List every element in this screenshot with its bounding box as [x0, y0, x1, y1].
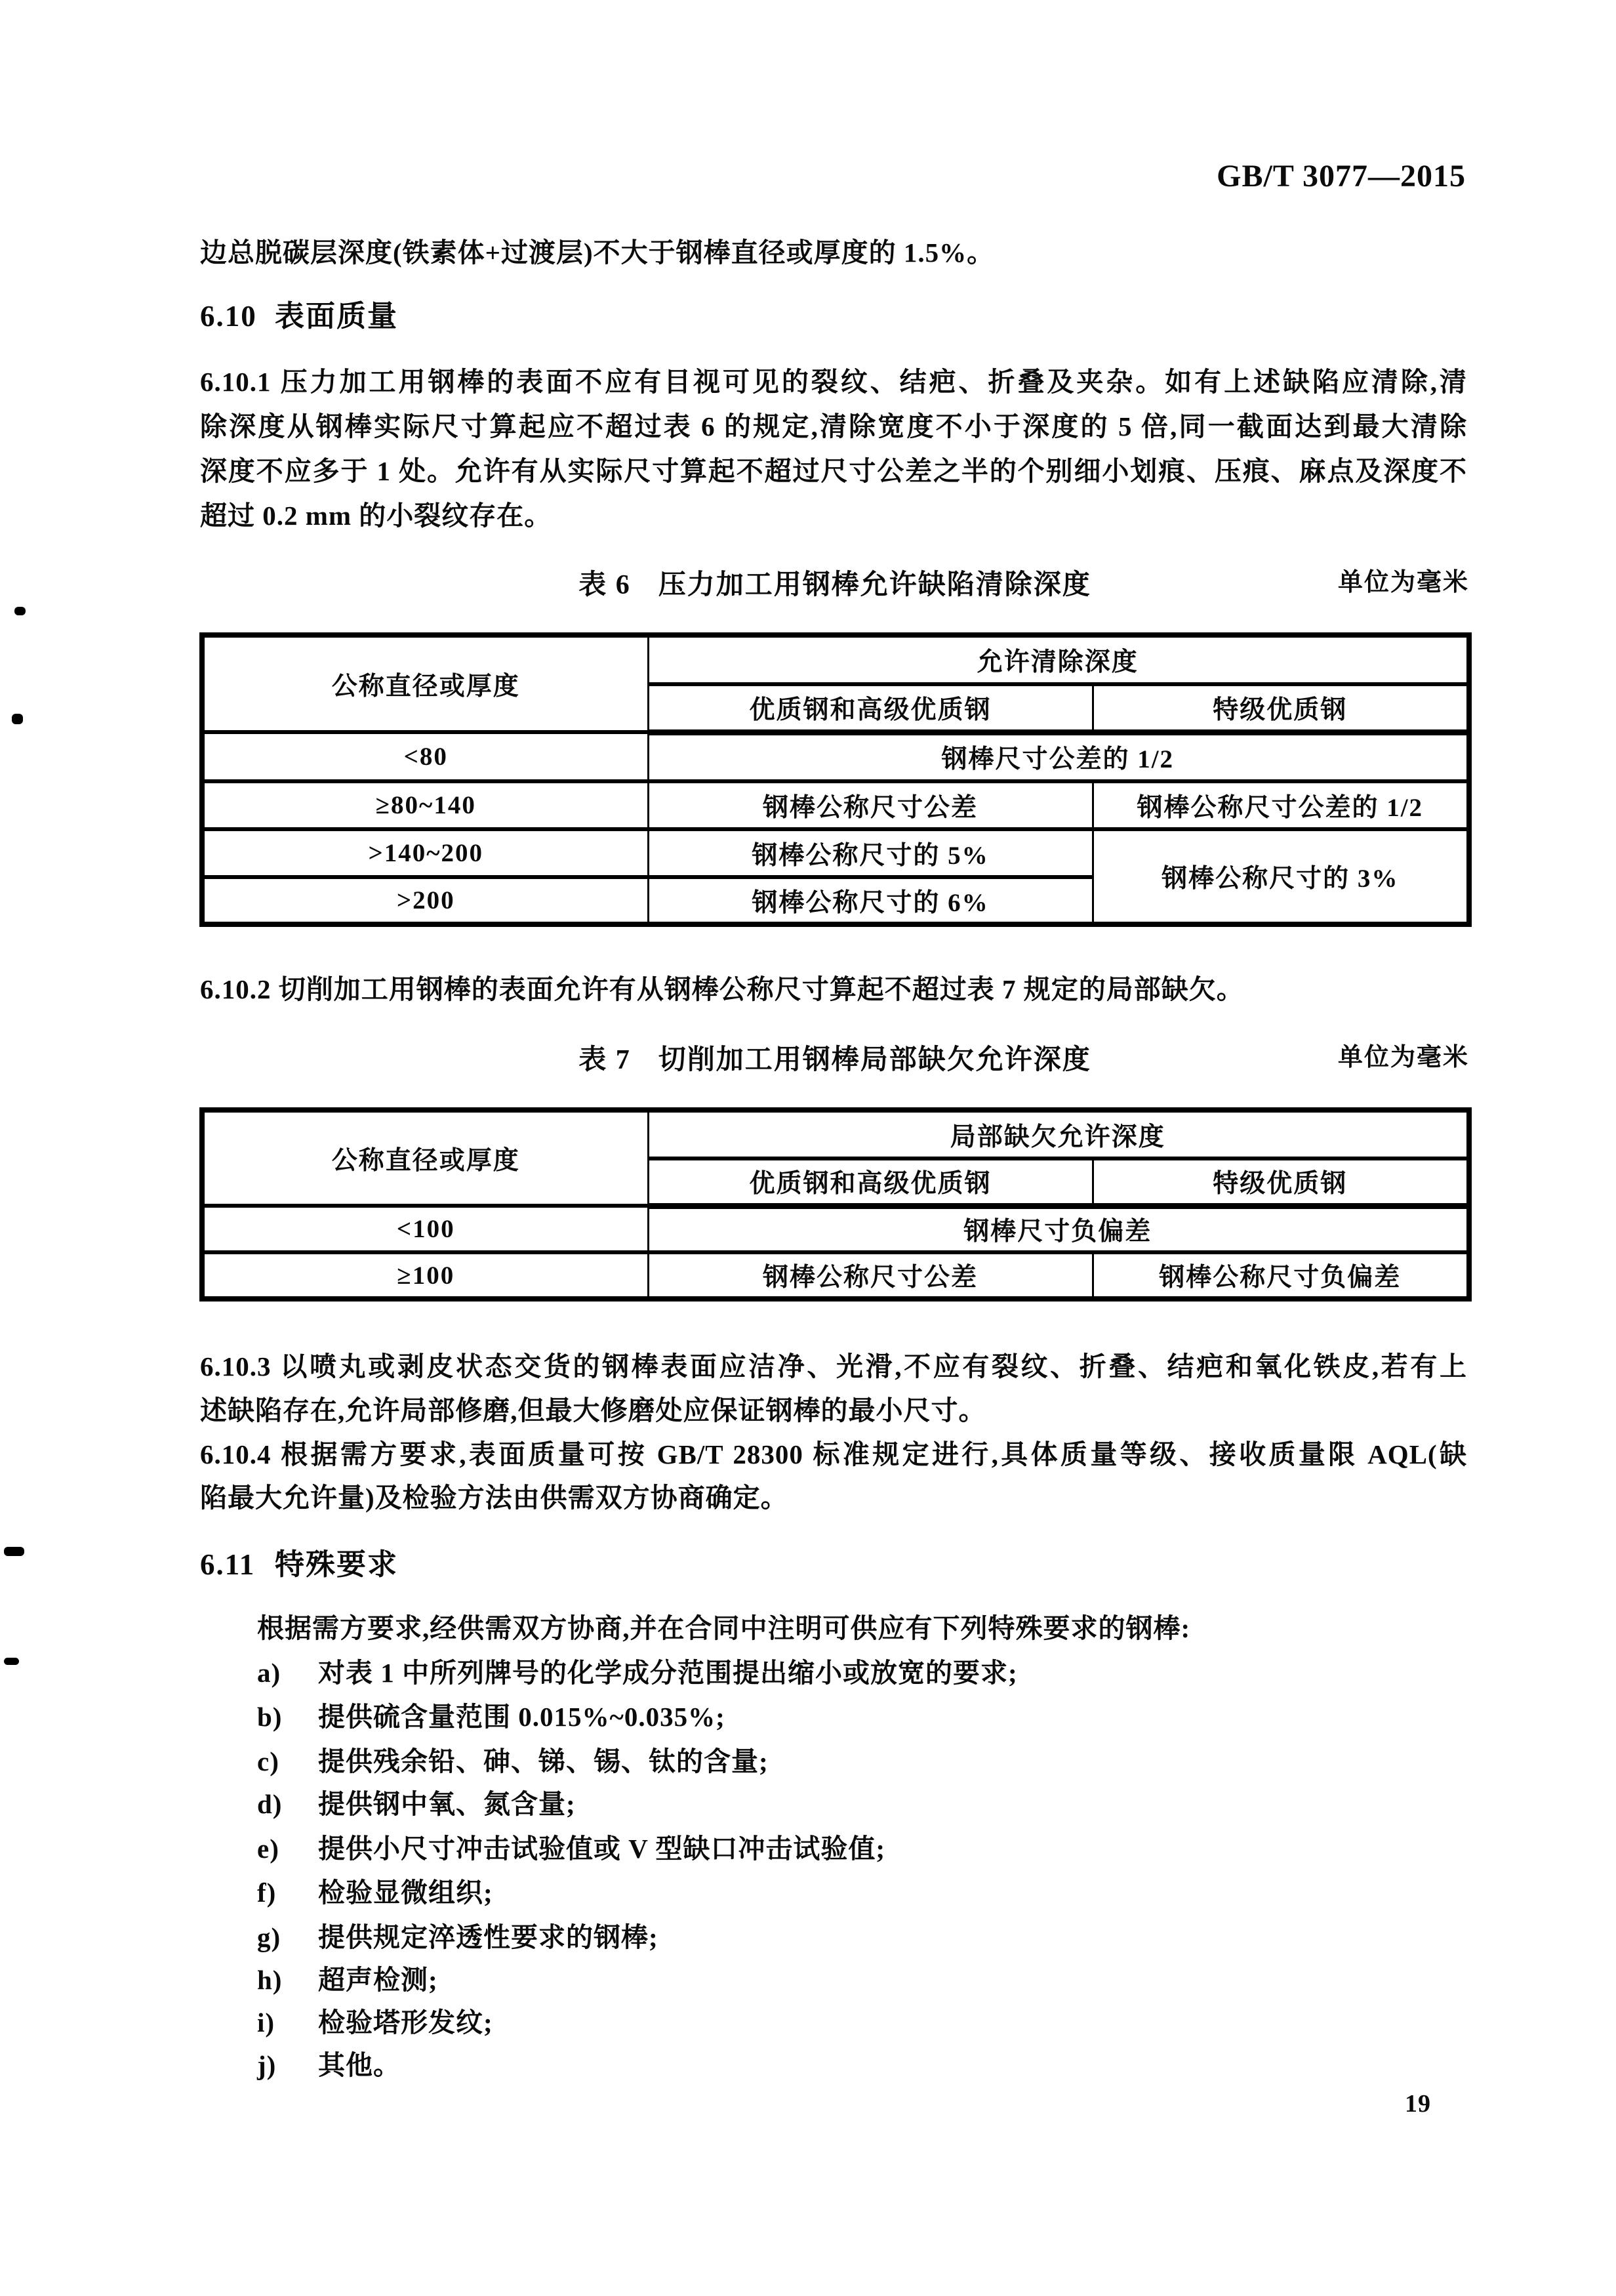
list-item-text: 提供小尺寸冲击试验值或 V 型缺口冲击试验值;: [318, 1834, 886, 1864]
scan-artifact: [12, 714, 23, 724]
paragraph-6-11-intro: 根据需方要求,经供需双方协商,并在合同中注明可供应有下列特殊要求的钢棒:: [257, 1613, 1191, 1643]
paragraph-6-10-2: 6.10.2 切削加工用钢棒的表面允许有从钢棒公称尺寸算起不超过表 7 规定的局部缺欠。: [200, 974, 1244, 1004]
scan-artifact: [4, 1547, 24, 1556]
section-title: 表面质量: [275, 300, 399, 333]
paragraph-6-10-3-line: 6.10.3 以喷丸或剥皮状态交货的钢棒表面应洁净、光滑,不应有裂纹、折叠、结疤和氧化铁皮,若有上: [200, 1351, 1467, 1382]
table6-caption-title: 压力加工用钢棒允许缺陷清除深度: [658, 570, 1091, 600]
list-item-marker: e): [257, 1834, 279, 1864]
table6-header-sub2: 特级优质钢: [1093, 684, 1469, 732]
table7-header-group: 局部缺欠允许深度: [648, 1110, 1469, 1158]
list-item: [257, 1958, 438, 2001]
table-row: [202, 829, 1469, 877]
list-item-marker: d): [257, 1789, 283, 1819]
paragraph-6-10-1-line: 除深度从钢棒实际尺寸算起应不超过表 6 的规定,清除宽度不小于深度的 5 倍,同一截面达到最大清除: [200, 411, 1467, 441]
table6-r2-c2: 钢棒公称尺寸公差: [648, 781, 1093, 829]
scan-artifact: [14, 607, 26, 615]
table6-r4-size: >200: [202, 877, 648, 924]
table6-r2-c3: 钢棒公称尺寸公差的 1/2: [1093, 781, 1469, 829]
section-heading-6-10: [200, 295, 398, 338]
table-row: [202, 732, 1469, 781]
list-item-marker: g): [257, 1922, 281, 1952]
table7-r2-size: ≥100: [202, 1252, 648, 1299]
list-item: [257, 2043, 401, 2087]
section-number: 6.10: [200, 300, 257, 333]
table6-caption-label: 表 6: [578, 570, 631, 600]
table7-unit-note: 单位为毫米: [1337, 1044, 1469, 1071]
list-item: [257, 1695, 725, 1738]
table7-header-size: 公称直径或厚度: [202, 1110, 648, 1206]
table7-r2-c3: 钢棒公称尺寸负偏差: [1093, 1252, 1469, 1299]
section-heading-6-11: [200, 1543, 398, 1586]
list-item: [257, 1651, 1018, 1694]
list-item-marker: a): [257, 1658, 281, 1688]
table7-caption-row: [201, 1036, 1469, 1079]
list-item-text: 检验显微组织;: [318, 1877, 493, 1908]
paragraph-6-10-1-line: 6.10.1 压力加工用钢棒的表面不应有目视可见的裂纹、结疤、折叠及夹杂。如有上述缺陷应清除,清: [200, 367, 1467, 397]
lead-paragraph: 边总脱碳层深度(铁素体+过渡层)不大于钢棒直径或厚度的 1.5%。: [200, 237, 995, 268]
table-row: [202, 781, 1469, 829]
table7-r1-size: <100: [202, 1206, 648, 1252]
list-item-text: 检验塔形发纹;: [318, 2007, 493, 2038]
list-item: [257, 1871, 493, 1914]
list-item-text: 提供钢中氧、氮含量;: [318, 1789, 576, 1819]
section-title: 特殊要求: [275, 1548, 399, 1581]
scan-artifact: [4, 1658, 19, 1665]
paragraph-6-10-1-line: 深度不应多于 1 处。允许有从实际尺寸算起不超过尺寸公差之半的个别细小划痕、压痕、麻点及深度不: [200, 456, 1467, 486]
section-number: 6.11: [200, 1548, 256, 1581]
table6-r3-c2: 钢棒公称尺寸的 5%: [648, 829, 1093, 877]
list-item-text: 对表 1 中所列牌号的化学成分范围提出缩小或放宽的要求;: [318, 1658, 1018, 1688]
table6-unit-note: 单位为毫米: [1337, 569, 1469, 596]
table7-r2-c2: 钢棒公称尺寸公差: [648, 1252, 1093, 1299]
list-item: [257, 1740, 769, 1783]
table-row: [202, 1206, 1469, 1252]
list-item-marker: i): [257, 2007, 275, 2038]
table7-header-sub1: 优质钢和高级优质钢: [648, 1158, 1093, 1206]
table7-header-sub2: 特级优质钢: [1093, 1158, 1469, 1206]
table-row: [202, 1252, 1469, 1299]
table6-header-size: 公称直径或厚度: [202, 635, 648, 732]
table6-r3-c3: 钢棒公称尺寸的 3%: [1093, 829, 1469, 924]
table6-r3-size: >140~200: [202, 829, 648, 877]
list-item-marker: c): [257, 1746, 279, 1776]
table7: [199, 1107, 1472, 1302]
table6-r4-c2: 钢棒公称尺寸的 6%: [648, 877, 1093, 924]
standard-code-header: GB/T 3077—2015: [1217, 159, 1466, 194]
list-item-text: 提供规定淬透性要求的钢棒;: [318, 1922, 658, 1952]
page-number: 19: [1405, 2090, 1431, 2118]
list-item-text: 其他。: [318, 2050, 401, 2080]
table7-caption-label: 表 7: [578, 1045, 631, 1075]
list-item: [257, 2001, 493, 2044]
list-item: [257, 1827, 885, 1870]
table6-r2-size: ≥80~140: [202, 781, 648, 829]
paragraph-6-10-3-line: 述缺陷存在,允许局部修磨,但最大修磨处应保证钢棒的最小尺寸。: [200, 1395, 986, 1425]
table6-header-sub1: 优质钢和高级优质钢: [648, 684, 1093, 732]
list-item-text: 超声检测;: [318, 1965, 438, 1995]
list-item-marker: f): [257, 1877, 277, 1908]
paragraph-6-10-4-line: 陷最大允许量)及检验方法由供需双方协商确定。: [200, 1483, 788, 1513]
list-item-text: 提供硫含量范围 0.015%~0.035%;: [318, 1702, 725, 1732]
table6-caption-row: [201, 561, 1469, 604]
list-item-marker: h): [257, 1965, 283, 1995]
table6: [199, 632, 1472, 927]
table7-r1-value: 钢棒尺寸负偏差: [648, 1206, 1469, 1252]
paragraph-6-10-4-line: 6.10.4 根据需方要求,表面质量可按 GB/T 28300 标准规定进行,具体质量等级、接收质量限 AQL(缺: [200, 1439, 1467, 1469]
paragraph-6-10-1-line: 超过 0.2 mm 的小裂纹存在。: [200, 501, 552, 531]
list-item-text: 提供残余铅、砷、锑、锡、钛的含量;: [318, 1746, 769, 1776]
table6-r1-value: 钢棒尺寸公差的 1/2: [648, 732, 1469, 781]
table6-header-group: 允许清除深度: [648, 635, 1469, 684]
list-item-marker: b): [257, 1702, 283, 1732]
list-item: [257, 1916, 658, 1959]
list-item-marker: j): [257, 2050, 277, 2080]
table7-caption-title: 切削加工用钢棒局部缺欠允许深度: [658, 1045, 1091, 1075]
list-item: [257, 1782, 576, 1826]
table6-r1-size: <80: [202, 732, 648, 781]
